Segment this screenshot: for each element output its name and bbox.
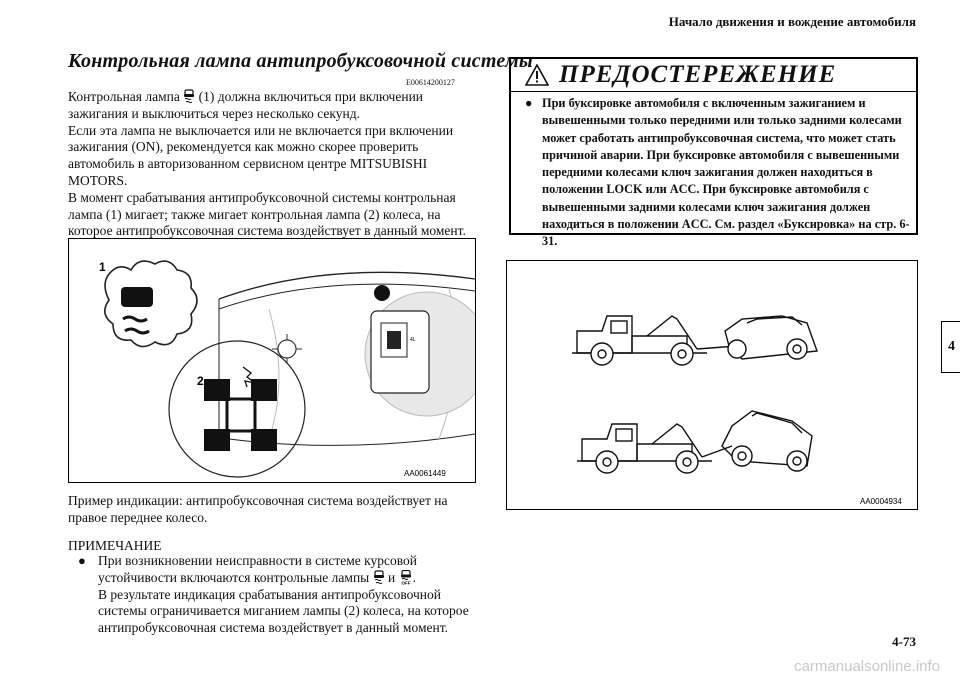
traction-lamp-icon (183, 89, 195, 103)
warning-box (509, 57, 918, 249)
towed-car-top (725, 316, 817, 359)
callout-1: 1 (99, 260, 106, 274)
figure-caption: Пример индикации: антипробуксовочная система воздействует на правое переднее колесо. (68, 493, 448, 525)
page-number: 4-73 (892, 634, 916, 649)
note-line1-after: . (412, 569, 416, 585)
p1-before: Контрольная лампа (68, 89, 184, 104)
4l-indicator: 4L (410, 337, 416, 343)
traction-off-lamp-icon (399, 570, 413, 585)
towing-figure (506, 260, 918, 510)
warning-text-block (525, 95, 910, 251)
warning-bullet: ● (525, 96, 533, 110)
body-text (68, 89, 478, 240)
note-text (98, 553, 488, 637)
dashboard-figure (68, 238, 476, 483)
document-code: E00614200127 (406, 78, 455, 87)
running-header: Начало движения и вождение автомобиля (668, 14, 916, 29)
tow-truck-top (572, 316, 737, 365)
watermark: carmanualsonline.info (794, 658, 940, 675)
note-line1-before: При возникновении неисправности в системе курсовой устойчивости включаются контрольные лампы (98, 553, 417, 585)
figure-code: AA0004934 (860, 497, 902, 506)
callout-2: 2 (197, 374, 204, 388)
traction-lamp-icon (373, 570, 385, 584)
chapter-tab: 4 (941, 321, 960, 373)
warning-triangle-icon (525, 64, 549, 86)
towed-car-bottom (722, 411, 812, 471)
warning-title: ПРЕДОСТЕРЕЖЕНИЕ (559, 61, 837, 88)
note-bullet: ● (78, 553, 86, 568)
figure-code: AA0061449 (404, 469, 446, 478)
section-title: Контрольная лампа антипробуксовочной системы (68, 50, 533, 72)
p1-after: (1) должна включиться при включении зажигания и выключиться через несколько секунд. (68, 89, 424, 121)
tow-truck-bottom (577, 424, 732, 473)
note-block (78, 553, 488, 637)
paragraph-3: В момент срабатывания антипробуксовочной системы контрольная лампа (1) мигает; также мигает контрольная лампа (2) колеса, на которое антипробуксовочная система воздействует в данный момент. (68, 189, 466, 239)
warning-text: При буксировке автомобиля с включенным зажиганием и вывешенными только передними или только задними колесами может сработать антипробуксовочная система, что может стать причиной аварии. При буксировке автомобиля с вывешенными передними колесами ключ зажигания должен находиться в положении LOCK или ACC. При буксировке автомобиля с вывешенными задними колесами ключ зажигания должен находиться в положении ACC. См. раздел «Буксировка» на стр. 6-31. (542, 96, 910, 249)
towing-illustration (507, 261, 917, 509)
paragraph-2: Если эта лампа не выключается или не включается при включении зажигания (ON), рекомендуется как можно скорее проверить автомобиль в авторизованном сервисном центре MITSUBISHI MOTORS. (68, 122, 454, 188)
note-heading: ПРИМЕЧАНИЕ (68, 538, 162, 553)
warning-header (511, 59, 916, 92)
note-line1-mid: и (384, 569, 399, 585)
paragraph-1 (68, 89, 478, 123)
dashboard-illustration (69, 239, 475, 482)
off-label: OFF (401, 580, 411, 585)
note-line2: В результате индикация срабатывания антипробуксовочной системы ограничивается миганием лампы (2) колеса, на которое антипробуксовочная система воздействует в данный момент. (98, 586, 469, 636)
